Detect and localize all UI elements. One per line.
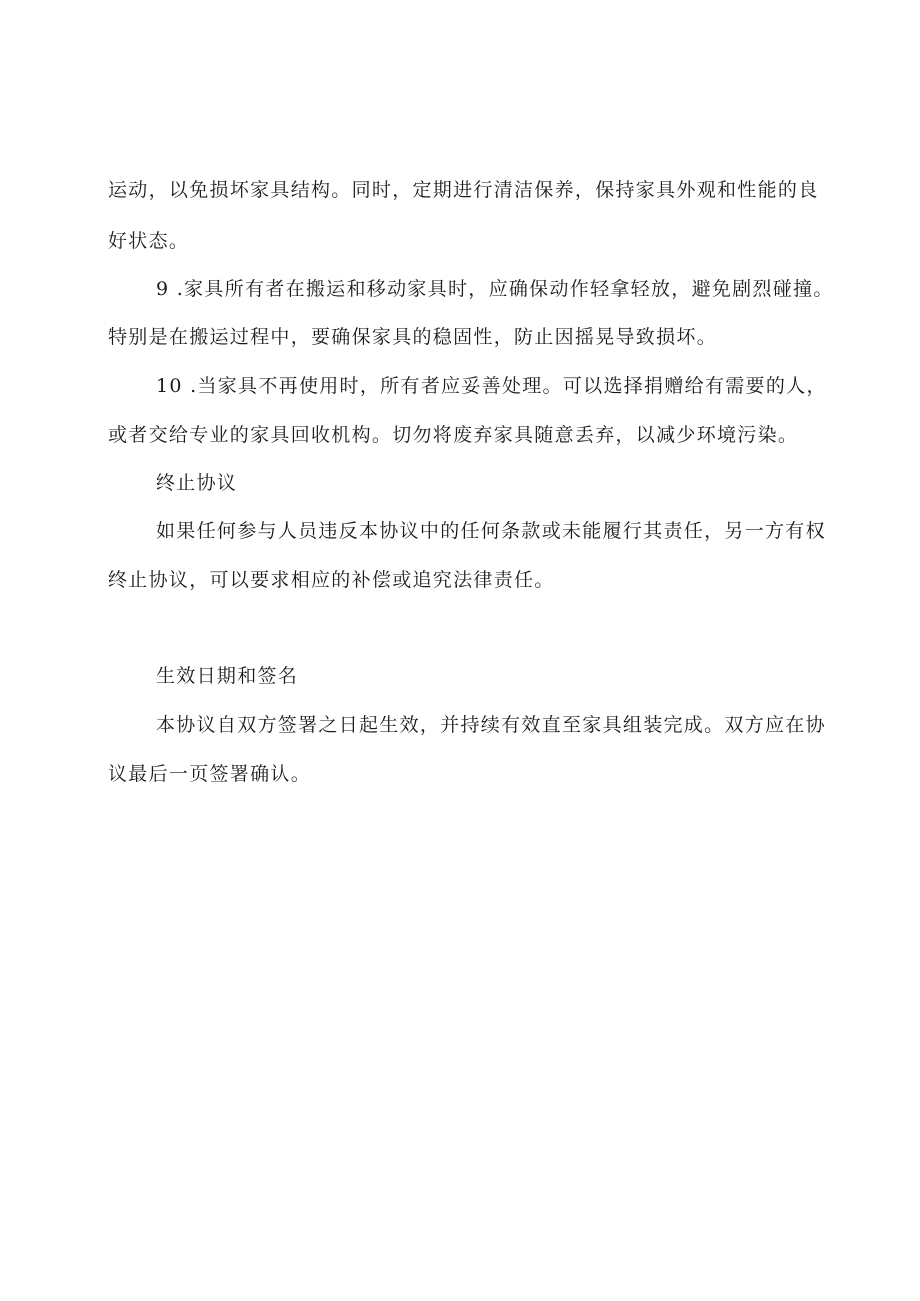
effective-line: 本协议自双方签署之日起生效，并持续有效直至家具组装完成。双方应在协 — [156, 714, 826, 736]
item-9-line: 9 .家具所有者在搬运和移动家具时，应确保动作轻拿轻放，避免剧烈碰撞。 — [156, 278, 834, 300]
effective-heading: 生效日期和签名 — [156, 665, 299, 687]
termination-line: 终止协议，可以要求相应的补偿或追究法律责任。 — [108, 569, 555, 591]
item-9-line: 特别是在搬运过程中，要确保家具的稳固性，防止因摇晃导致损坏。 — [108, 326, 718, 348]
paragraph-line: 好状态。 — [108, 230, 190, 252]
paragraph-line: 运动，以免损坏家具结构。同时，定期进行清洁保养，保持家具外观和性能的良 — [108, 179, 819, 201]
termination-line: 如果任何参与人员违反本协议中的任何条款或未能履行其责任，另一方有权 — [156, 520, 826, 542]
termination-heading: 终止协议 — [156, 472, 238, 494]
item-10-line: 10 .当家具不再使用时，所有者应妥善处理。可以选择捐赠给有需要的人， — [156, 375, 827, 397]
effective-line: 议最后一页签署确认。 — [108, 763, 312, 785]
item-10-line: 或者交给专业的家具回收机构。切勿将废弃家具随意丢弃，以减少环境污染。 — [108, 424, 799, 446]
